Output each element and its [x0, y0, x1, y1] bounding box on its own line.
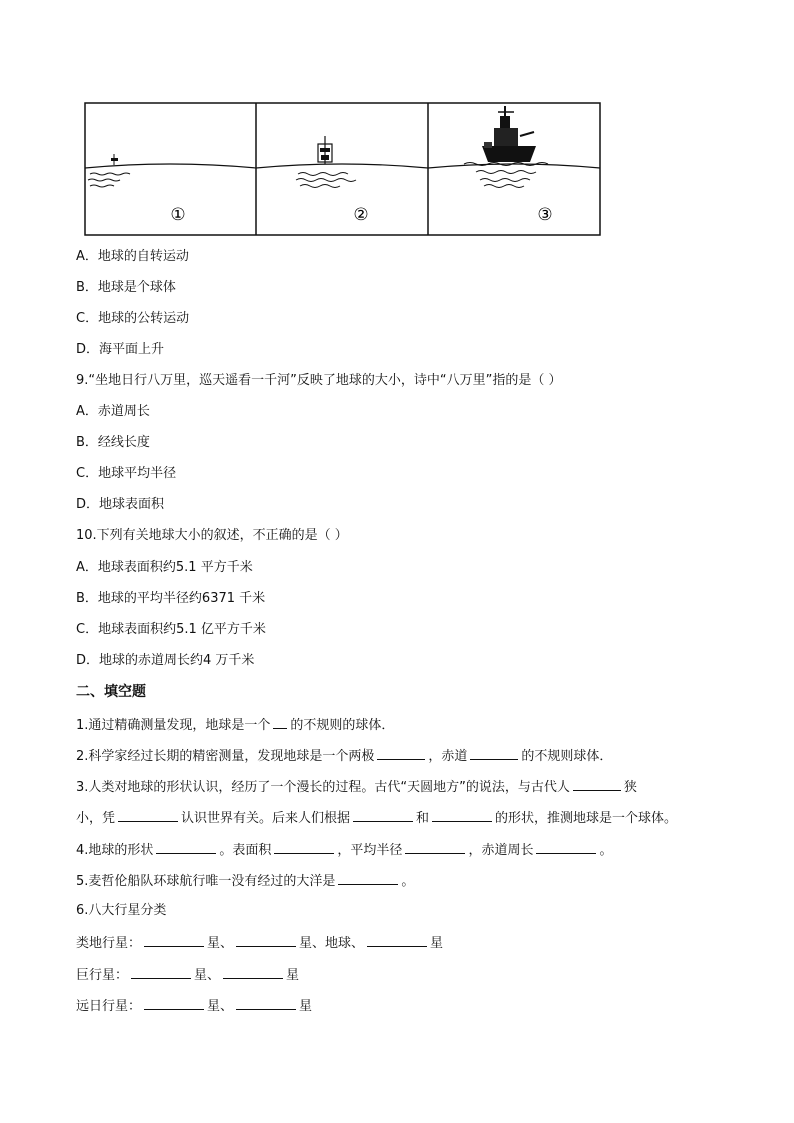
answer-blank[interactable]	[338, 872, 398, 885]
panel-label-1: ①	[170, 205, 186, 225]
q10-option-a: A．地球表面积约5.1 平方千米	[76, 560, 253, 575]
q8-option-d: D．海平面上升	[76, 342, 165, 357]
answer-blank[interactable]	[536, 841, 596, 854]
q9-option-b: B．经线长度	[76, 435, 150, 450]
answer-blank[interactable]	[236, 997, 296, 1010]
answer-blank[interactable]	[573, 778, 621, 791]
fill-question-6: 6.八大行星分类	[76, 903, 167, 918]
q10-option-c: C．地球表面积约5.1 亿平方千米	[76, 622, 266, 637]
answer-blank[interactable]	[353, 809, 413, 822]
q9-stem: 9.“坐地日行八万里，巡天遥看一千河”反映了地球的大小，诗中“八万里”指的是（ ）	[76, 373, 562, 388]
q8-option-a: A．地球的自转运动	[76, 249, 189, 264]
fill-question-1: 1.通过精确测量发现，地球是一个 的不规则的球体．	[76, 718, 395, 733]
answer-blank[interactable]	[131, 966, 191, 979]
answer-blank[interactable]	[470, 747, 518, 760]
q9-option-a: A．赤道周长	[76, 404, 150, 419]
fill-question-2: 2.科学家经过长期的精密测量，发现地球是一个两极 ，赤道 的不规则球体．	[76, 749, 613, 764]
answer-blank[interactable]	[377, 747, 425, 760]
answer-blank[interactable]	[405, 841, 465, 854]
fill-question-3-cont: 小，凭 认识世界有关。后来人们根据 和 的形状，推测地球是一个球体。	[76, 811, 678, 826]
fill-question-5: 5.麦哲伦船队环球航行唯一没有经过的大洋是 。	[76, 874, 415, 889]
q10-stem: 10.下列有关地球大小的叙述，不正确的是（ ）	[76, 528, 348, 543]
answer-blank[interactable]	[223, 966, 283, 979]
answer-blank[interactable]	[274, 841, 334, 854]
fill-question-3: 3.人类对地球的形状认识，经历了一个漫长的过程。古代“天圆地方”的说法，与古代人 狭	[76, 780, 637, 795]
distant-planets-line: 远日行星： 星、 星	[76, 999, 313, 1014]
panel-label-2: ②	[353, 205, 369, 225]
panel-label-3: ③	[537, 205, 553, 225]
answer-blank[interactable]	[367, 934, 427, 947]
giant-planets-line: 巨行星： 星、 星	[76, 968, 300, 983]
q10-option-b: B．地球的平均半径约6371 千米	[76, 591, 266, 606]
ship-horizon-figure	[84, 102, 601, 236]
answer-blank[interactable]	[432, 809, 492, 822]
answer-blank[interactable]	[273, 716, 287, 729]
answer-blank[interactable]	[144, 997, 204, 1010]
answer-blank[interactable]	[144, 934, 204, 947]
answer-blank[interactable]	[118, 809, 178, 822]
q9-option-d: D．地球表面积	[76, 497, 165, 512]
answer-blank[interactable]	[236, 934, 296, 947]
q8-option-b: B．地球是个球体	[76, 280, 176, 295]
answer-blank[interactable]	[156, 841, 216, 854]
q8-option-c: C．地球的公转运动	[76, 311, 190, 326]
terrestrial-planets-line: 类地行星： 星、 星、地球、 星	[76, 936, 444, 951]
section-heading: 二、填空题	[76, 684, 146, 700]
q10-option-d: D．地球的赤道周长约4 万千米	[76, 653, 255, 668]
fill-question-4: 4.地球的形状 。表面积 ，平均半径 ，赤道周长 。	[76, 843, 613, 858]
q9-option-c: C．地球平均半径	[76, 466, 177, 481]
